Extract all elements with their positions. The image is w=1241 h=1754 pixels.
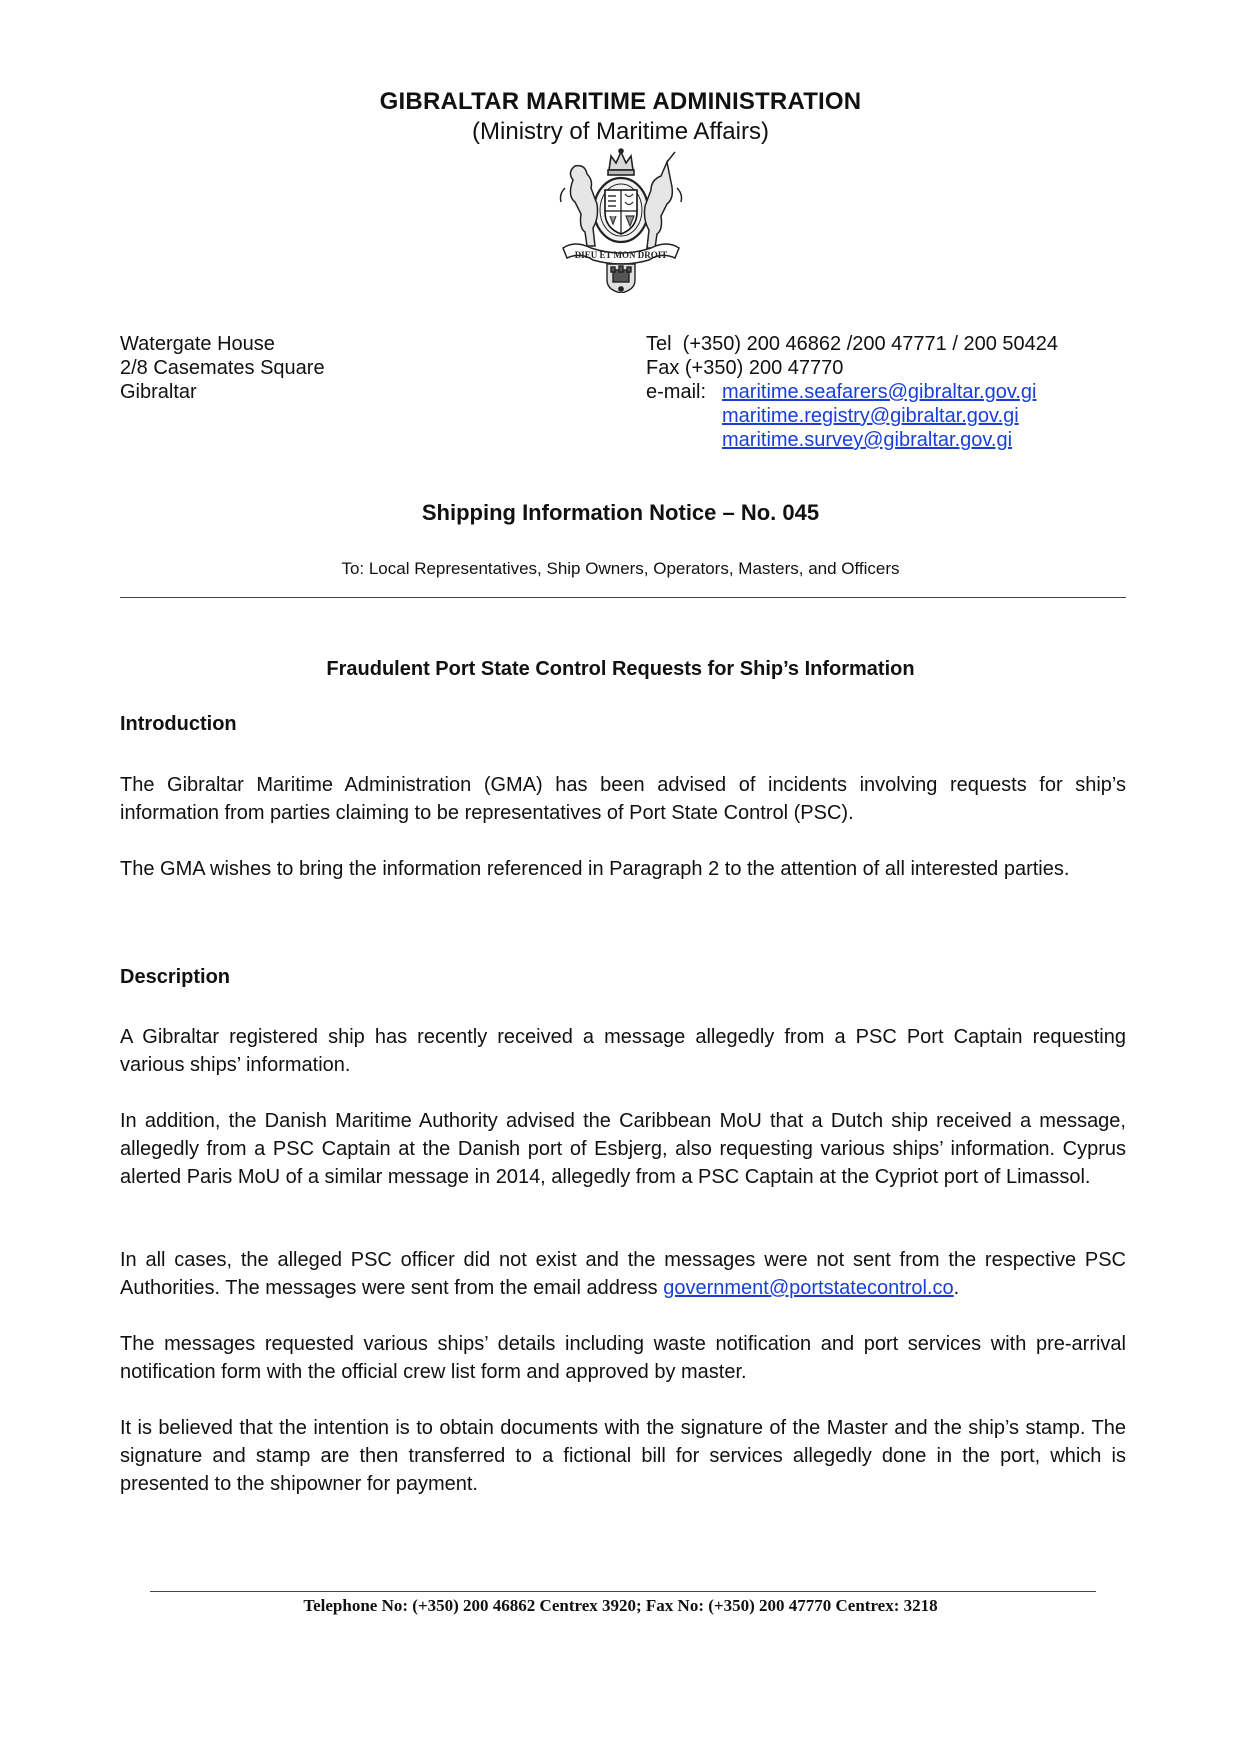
paragraph-3-period: .: [953, 1277, 960, 1299]
motto-text: DIEU ET MON DROIT: [574, 250, 668, 260]
description-paragraph-5: It is believed that the intention is to obtain documents with the signature of the Master and the ship’s stamp. The signature and stamp are then transferred to a fictional bill for services allegedly done in the port, which is presented to the shipowner for payment.: [120, 1417, 1126, 1495]
postal-address: [120, 332, 325, 404]
lion-supporter-icon: [561, 166, 598, 246]
description-paragraph-4: The messages requested various ships’ details including waste notification and port services with pre-arrival notification form with the official crew list form and approved by master.: [120, 1333, 1126, 1383]
description-paragraph-2: In addition, the Danish Maritime Authority advised the Caribbean MoU that a Dutch ship received a message, allegedly from a PSC Captain at the Danish port of Esbjerg, also requesting various ships’ information. Cyprus alerted Paris MoU of a similar message in 2014, allegedly from a PSC Captain at the Cypriot port of Limassol.: [120, 1110, 1126, 1188]
footer-divider: [150, 1591, 1096, 1592]
telephone-numbers: Tel (+350) 200 46862 /200 47771 / 200 50424: [646, 333, 1059, 355]
section-heading-introduction: Introduction: [120, 713, 237, 735]
section-heading-description: Description: [120, 966, 231, 988]
email-list: [722, 380, 1037, 452]
organization-subtitle: (Ministry of Maritime Affairs): [472, 118, 769, 145]
introduction-paragraph-2: The GMA wishes to bring the information referenced in Paragraph 2 to the attention of all interested parties.: [120, 858, 1070, 880]
email-link-registry[interactable]: maritime.registry@gibraltar.gov.gi: [722, 405, 1019, 427]
crown-icon: [608, 149, 634, 175]
unicorn-supporter-icon: [645, 152, 682, 248]
coat-of-arms-icon: [555, 148, 687, 293]
email-link-seafarers[interactable]: maritime.seafarers@gibraltar.gov.gi: [722, 381, 1037, 403]
address-line-city: Gibraltar: [120, 381, 197, 403]
description-paragraph-1: A Gibraltar registered ship has recently received a message allegedly from a PSC Port Captain requesting various ships’ information.: [120, 1026, 1126, 1076]
header-divider: [120, 597, 1126, 598]
email-link-survey[interactable]: maritime.survey@gibraltar.gov.gi: [722, 429, 1013, 451]
email-row: [646, 380, 1058, 452]
notice-subject: Fraudulent Port State Control Requests for Ship’s Information: [326, 658, 915, 680]
contact-details: [646, 332, 1058, 452]
description-paragraph-3: [120, 1246, 1126, 1302]
address-line-building: Watergate House: [120, 333, 275, 355]
email-label: e-mail:: [646, 381, 707, 403]
fraud-email-link[interactable]: government@portstatecontrol.co: [663, 1277, 954, 1299]
notice-title: Shipping Information Notice – No. 045: [421, 500, 820, 525]
footer-contact: Telephone No: (+350) 200 46862 Centrex 3920; Fax No: (+350) 200 47770 Centrex: 3218: [303, 1596, 938, 1615]
fax-number: Fax (+350) 200 47770: [646, 357, 844, 379]
castle-badge-icon: [607, 264, 635, 293]
address-line-street: 2/8 Casemates Square: [120, 357, 325, 379]
notice-recipients: To: Local Representatives, Ship Owners, Operators, Masters, and Officers: [341, 559, 900, 578]
paragraph-3-text: In all cases, the alleged PSC officer did not exist and the messages were not sent from the respective PSC Authorities. The messages were sent from the email address: [120, 1249, 1126, 1299]
introduction-paragraph-1: The Gibraltar Maritime Administration (GMA) has been advised of incidents involving requests for ship’s information from parties claiming to be representatives of Port State Control (PSC).: [120, 774, 1126, 824]
organization-title: GIBRALTAR MARITIME ADMINISTRATION: [379, 88, 862, 115]
